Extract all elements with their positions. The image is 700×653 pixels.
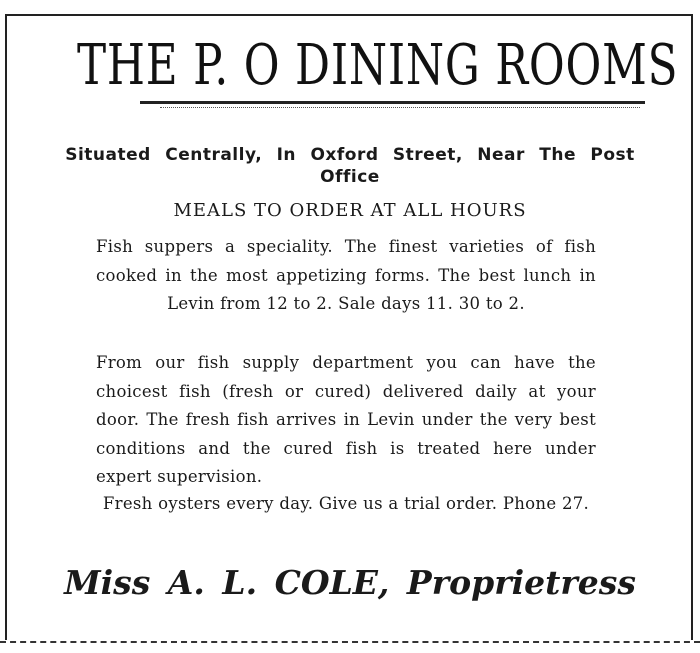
proprietress-signature: Miss A. L. COLE, Proprietress — [64, 563, 636, 602]
paragraph-fish-supply: From our fish supply department you can have the choicest fish (fresh or cured) delivered daily at your door. The fresh fish arrives in Levin under the very best conditions and the cured fish is treated here under expert supervision. — [96, 353, 596, 486]
title-underline — [140, 101, 645, 104]
paragraph-fish-suppers: Fish suppers a speciality. The finest varieties of fish cooked in the most appetizing forms. The best lunch in Levin from 12 to 2. Sale days 11. 30 to 2. — [96, 237, 596, 313]
paragraph-oysters: Fresh oysters every day. Give us a trial order. Phone 27. — [102, 494, 590, 513]
bottom-rule — [0, 641, 700, 643]
headline: MEALS TO ORDER AT ALL HOURS — [173, 200, 527, 221]
ad-title: THE P. O DINING ROOMS — [77, 33, 679, 98]
location-text: Situated Centrally, In Oxford Street, Near The Post Office — [65, 145, 635, 187]
title-underline-dotted — [160, 107, 640, 108]
